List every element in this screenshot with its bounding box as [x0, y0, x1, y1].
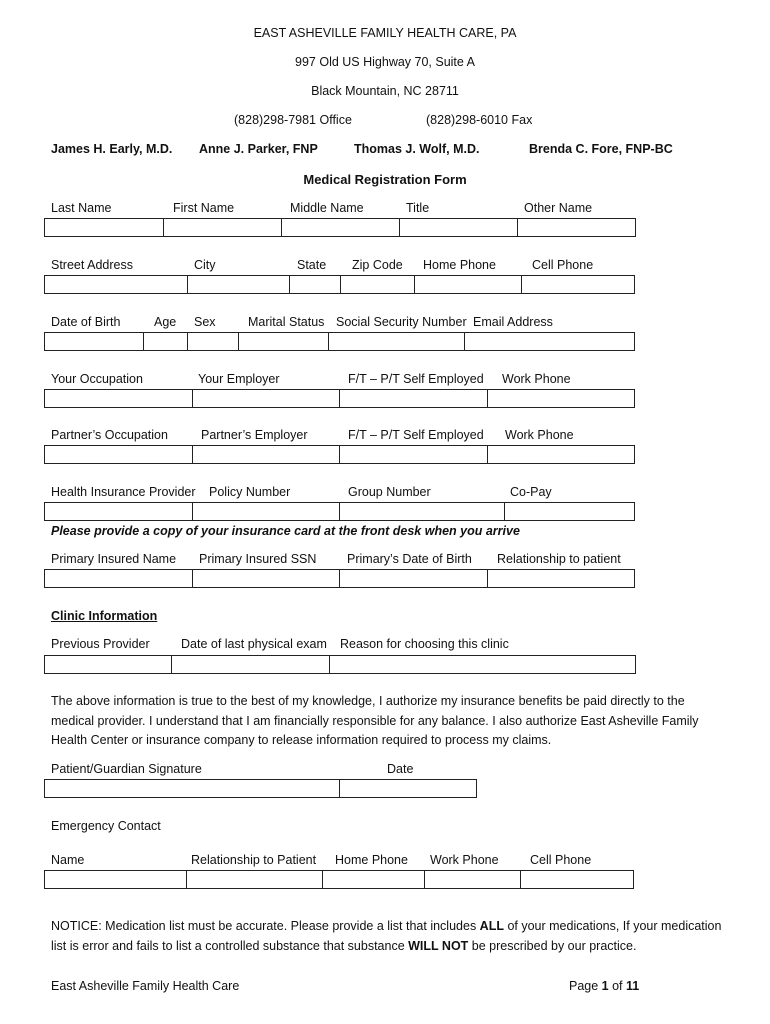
co-pay-field[interactable]	[505, 502, 635, 521]
notice-text-3: be prescribed by our practice.	[468, 938, 637, 953]
insurance-row	[44, 502, 635, 521]
middle-name-field[interactable]	[282, 218, 400, 237]
label-cell-phone: Cell Phone	[532, 258, 594, 272]
clinic-info-heading: Clinic Information	[51, 609, 158, 623]
label-date: Date	[387, 762, 414, 776]
insurance-provider-field[interactable]	[44, 502, 193, 521]
label-emergency-cell-phone: Cell Phone	[530, 853, 592, 867]
sex-field[interactable]	[188, 332, 239, 351]
date-of-birth-field[interactable]	[44, 332, 144, 351]
primary-insured-row	[44, 569, 635, 588]
label-ssn: Social Security Number	[336, 315, 467, 329]
first-name-field[interactable]	[164, 218, 282, 237]
label-employment-status: F/T – P/T Self Employed	[348, 372, 484, 386]
label-last-physical: Date of last physical exam	[181, 637, 327, 651]
label-street-address: Street Address	[51, 258, 133, 272]
occupation-row	[44, 389, 635, 408]
ssn-field[interactable]	[329, 332, 465, 351]
label-partner-occupation: Partner’s Occupation	[51, 428, 168, 442]
label-relationship-to-patient: Relationship to patient	[497, 552, 621, 566]
date-field[interactable]	[340, 779, 477, 798]
email-address-field[interactable]	[465, 332, 635, 351]
label-emergency-home-phone: Home Phone	[335, 853, 408, 867]
label-state: State	[297, 258, 327, 272]
label-partner-employer: Partner’s Employer	[201, 428, 308, 442]
page-number	[569, 979, 639, 993]
provider-4: Brenda C. Fore, FNP-BC	[529, 142, 673, 156]
label-email-address: Email Address	[473, 315, 553, 329]
form-title: Medical Registration Form	[303, 172, 467, 187]
footer-practice: East Asheville Family Health Care	[51, 979, 240, 993]
state-field[interactable]	[290, 275, 341, 294]
emergency-relationship-field[interactable]	[187, 870, 323, 889]
primary-dob-field[interactable]	[340, 569, 488, 588]
emergency-row	[44, 870, 634, 889]
label-partner-employment-status: F/T – P/T Self Employed	[348, 428, 484, 442]
your-occupation-field[interactable]	[44, 389, 193, 408]
reason-for-clinic-field[interactable]	[330, 655, 636, 674]
label-your-employer: Your Employer	[198, 372, 280, 386]
label-emergency-name: Name	[51, 853, 85, 867]
provider-1: James H. Early, M.D.	[51, 142, 173, 156]
work-phone-field[interactable]	[488, 389, 635, 408]
label-policy-number: Policy Number	[209, 485, 291, 499]
provider-2: Anne J. Parker, FNP	[199, 142, 318, 156]
last-physical-field[interactable]	[172, 655, 330, 674]
notice-all: ALL	[479, 919, 504, 933]
clinic-row	[44, 655, 636, 674]
emergency-name-field[interactable]	[44, 870, 187, 889]
partner-row	[44, 445, 635, 464]
marital-status-field[interactable]	[239, 332, 329, 351]
label-previous-provider: Previous Provider	[51, 637, 150, 651]
zip-code-field[interactable]	[341, 275, 415, 294]
label-group-number: Group Number	[348, 485, 431, 499]
street-address-field[interactable]	[44, 275, 188, 294]
age-field[interactable]	[144, 332, 188, 351]
name-row	[44, 218, 636, 237]
notice-text-2: of your medications, If your medication list is error and fails to list a controlled substance that substance	[51, 919, 722, 953]
label-city: City	[194, 258, 216, 272]
label-co-pay: Co-Pay	[510, 485, 552, 499]
label-primary-dob: Primary’s Date of Birth	[347, 552, 472, 566]
label-insurance-provider: Health Insurance Provider	[51, 485, 196, 499]
label-partner-work-phone: Work Phone	[505, 428, 574, 442]
personal-row	[44, 332, 635, 351]
policy-number-field[interactable]	[193, 502, 340, 521]
address-row	[44, 275, 635, 294]
address-line-1: 997 Old US Highway 70, Suite A	[295, 55, 475, 69]
cell-phone-field[interactable]	[522, 275, 635, 294]
primary-insured-name-field[interactable]	[44, 569, 193, 588]
emergency-work-phone-field[interactable]	[425, 870, 521, 889]
label-primary-insured-ssn: Primary Insured SSN	[199, 552, 317, 566]
insurance-card-note: Please provide a copy of your insurance card at the front desk when you arrive	[51, 524, 520, 538]
signature-row	[44, 779, 477, 798]
address-line-2: Black Mountain, NC 28711	[311, 84, 459, 98]
primary-insured-ssn-field[interactable]	[193, 569, 340, 588]
label-zip-code: Zip Code	[352, 258, 403, 272]
label-emergency-relationship: Relationship to Patient	[191, 853, 317, 867]
label-emergency-work-phone: Work Phone	[430, 853, 499, 867]
page-of: of	[608, 979, 626, 993]
emergency-cell-phone-field[interactable]	[521, 870, 634, 889]
title-field[interactable]	[400, 218, 518, 237]
emergency-home-phone-field[interactable]	[323, 870, 425, 889]
notice-text-1: NOTICE: Medication list must be accurate. Please provide a list that includes	[51, 919, 480, 933]
last-name-field[interactable]	[44, 218, 164, 237]
signature-field[interactable]	[44, 779, 340, 798]
label-home-phone: Home Phone	[423, 258, 496, 272]
home-phone-field[interactable]	[415, 275, 522, 294]
label-work-phone: Work Phone	[502, 372, 571, 386]
medication-notice	[51, 917, 731, 956]
page-total: 11	[626, 979, 640, 993]
label-sex: Sex	[194, 315, 216, 329]
emergency-contact-heading: Emergency Contact	[51, 819, 161, 833]
label-title: Title	[406, 201, 430, 215]
label-reason-for-clinic: Reason for choosing this clinic	[340, 637, 509, 651]
partner-employment-status-field[interactable]	[340, 445, 488, 464]
provider-3: Thomas J. Wolf, M.D.	[354, 142, 480, 156]
partner-work-phone-field[interactable]	[488, 445, 635, 464]
page-prefix: Page	[569, 979, 602, 993]
partner-employer-field[interactable]	[193, 445, 340, 464]
notice-will-not: WILL NOT	[408, 938, 469, 953]
label-signature: Patient/Guardian Signature	[51, 762, 202, 776]
office-phone: (828)298-7981 Office	[234, 113, 352, 127]
other-name-field[interactable]	[518, 218, 636, 237]
label-first-name: First Name	[173, 201, 235, 215]
city-field[interactable]	[188, 275, 290, 294]
employment-status-field[interactable]	[340, 389, 488, 408]
authorization-text: The above information is true to the best of my knowledge, I authorize my insurance benefits be paid directly to the medical provider. I understand that I am financially responsible for any balance. I also authorize East Asheville Family Health Center or insurance company to release information required to process my claims.	[51, 694, 699, 747]
label-marital-status: Marital Status	[248, 315, 325, 329]
label-date-of-birth: Date of Birth	[51, 315, 121, 329]
practice-name: EAST ASHEVILLE FAMILY HEALTH CARE, PA	[253, 26, 517, 40]
label-age: Age	[154, 315, 177, 329]
label-last-name: Last Name	[51, 201, 112, 215]
relationship-to-patient-field[interactable]	[488, 569, 635, 588]
group-number-field[interactable]	[340, 502, 505, 521]
fax-number: (828)298-6010 Fax	[426, 113, 533, 127]
label-primary-insured-name: Primary Insured Name	[51, 552, 177, 566]
previous-provider-field[interactable]	[44, 655, 172, 674]
label-your-occupation: Your Occupation	[51, 372, 143, 386]
label-other-name: Other Name	[524, 201, 593, 215]
label-middle-name: Middle Name	[290, 201, 364, 215]
your-employer-field[interactable]	[193, 389, 340, 408]
partner-occupation-field[interactable]	[44, 445, 193, 464]
page-current: 1	[601, 979, 609, 993]
